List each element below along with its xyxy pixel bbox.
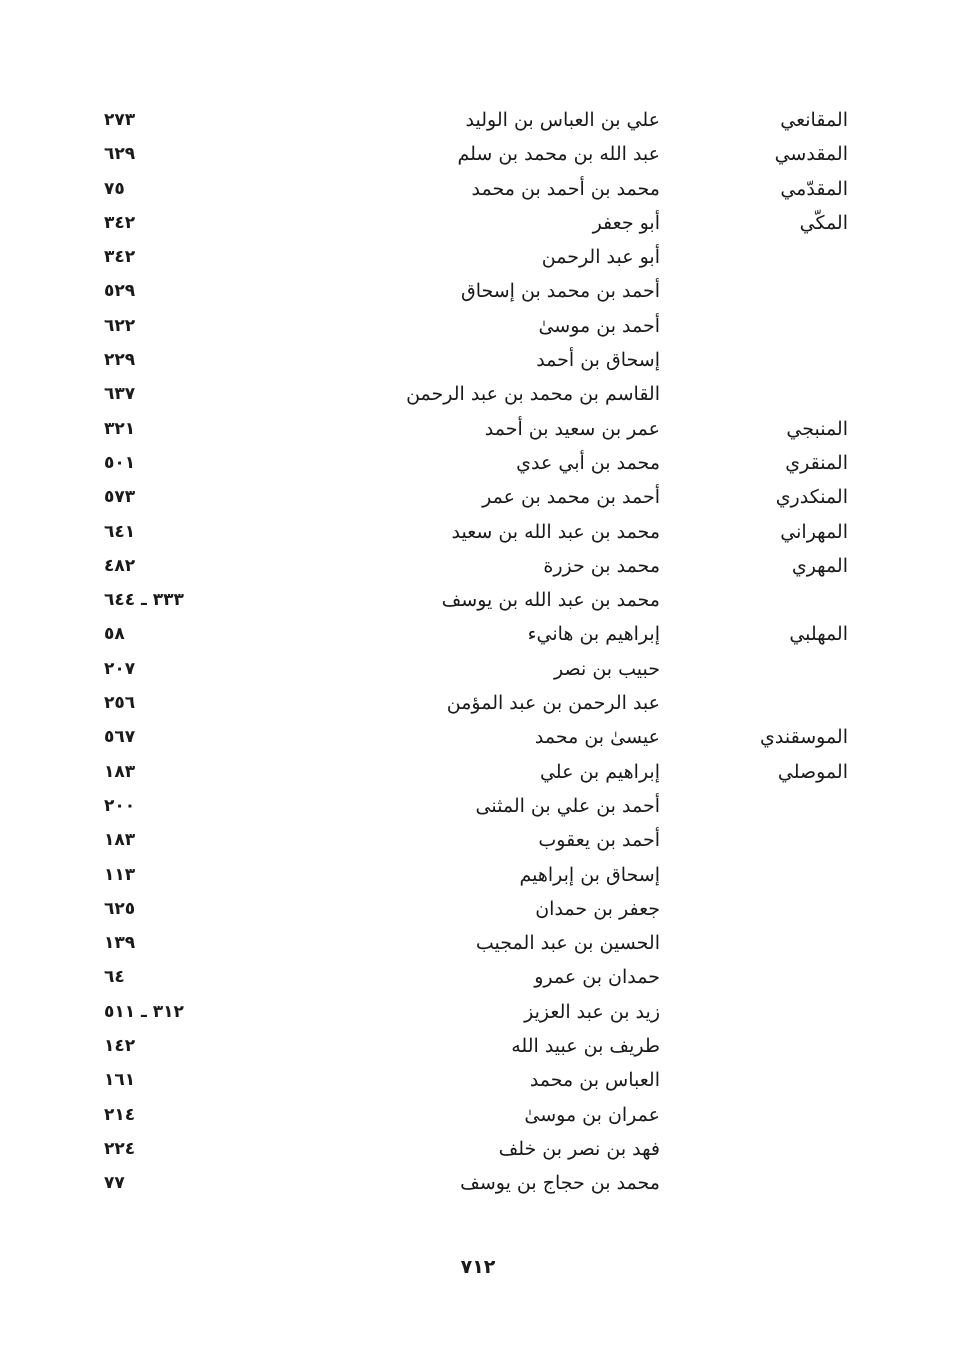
entry-page-refs: ٧٥ xyxy=(104,178,125,199)
entry-page-refs: ٦٢٩ xyxy=(104,144,136,165)
entry-page-refs: ٢١٤ xyxy=(104,1104,136,1125)
entry-page-refs: ٦٣٧ xyxy=(104,384,136,405)
entry-nisba: المقانعي xyxy=(780,109,848,131)
index-entry xyxy=(0,206,956,240)
entry-name: حبيب بن نصر xyxy=(554,657,660,680)
entry-name: أبو جعفر xyxy=(592,211,660,234)
index-entry xyxy=(0,1063,956,1097)
entry-name: إسحاق بن أحمد xyxy=(536,349,660,372)
entry-name: القاسم بن محمد بن عبد الرحمن xyxy=(406,383,660,406)
entry-nisba: الموسقندي xyxy=(760,726,848,749)
entry-page-refs: ١١٣ xyxy=(104,864,136,885)
index-entry xyxy=(0,343,956,377)
entry-name: علي بن العباس بن الوليد xyxy=(465,109,660,131)
entry-name: أحمد بن موسىٰ xyxy=(538,314,660,337)
index-entry xyxy=(0,617,956,651)
entry-nisba: المهراني xyxy=(780,520,848,543)
entry-page-refs: ٢٠٠ xyxy=(104,795,136,816)
entry-name: إبراهيم بن علي xyxy=(539,760,660,783)
entry-nisba: المقدسي xyxy=(774,143,848,166)
entry-nisba: المنقري xyxy=(785,451,848,474)
page-number: ٧١٢ xyxy=(460,1256,496,1278)
entry-name: محمد بن حجاج بن يوسف xyxy=(460,1172,660,1195)
index-entry xyxy=(0,172,956,206)
index-entry xyxy=(0,1132,956,1166)
index-entry xyxy=(0,1166,956,1200)
index-entry-list xyxy=(0,103,956,1201)
index-entry xyxy=(0,515,956,549)
entry-name: عبد الرحمن بن عبد المؤمن xyxy=(446,692,660,715)
entry-page-refs: ١٨٣ xyxy=(104,761,136,782)
entry-page-refs: ٣٤٢ xyxy=(104,212,136,233)
index-entry xyxy=(0,720,956,754)
index-entry xyxy=(0,1098,956,1132)
entry-name: محمد بن عبد الله بن يوسف xyxy=(441,589,660,612)
index-entry xyxy=(0,823,956,857)
entry-page-refs: ١٦١ xyxy=(104,1070,136,1091)
entry-name: أحمد بن محمد بن عمر xyxy=(482,486,660,509)
entry-page-refs: ٥٨ xyxy=(104,624,125,645)
index-entry xyxy=(0,960,956,994)
entry-nisba: المهري xyxy=(791,554,848,577)
index-entry xyxy=(0,926,956,960)
entry-nisba: المهلبي xyxy=(789,623,848,646)
entry-page-refs: ٣٤٢ xyxy=(104,247,136,268)
entry-name: أحمد بن علي بن المثنى xyxy=(475,794,660,817)
entry-page-refs: ١٣٩ xyxy=(104,933,136,954)
entry-page-refs: ٣١٢ ـ ٥١١ xyxy=(104,1001,184,1022)
entry-page-refs: ٢٠٧ xyxy=(104,658,136,679)
index-entry xyxy=(0,274,956,308)
index-entry xyxy=(0,240,956,274)
entry-name: محمد بن حزرة xyxy=(543,554,660,577)
entry-name: محمد بن أبي عدي xyxy=(516,451,660,474)
entry-nisba: المكّي xyxy=(799,211,848,234)
entry-page-refs: ٣٣٣ ـ ٦٤٤ xyxy=(104,590,184,611)
index-entry xyxy=(0,858,956,892)
index-entry xyxy=(0,1029,956,1063)
entry-nisba: المنبجي xyxy=(786,417,848,440)
entry-name: محمد بن عبد الله بن سعيد xyxy=(451,520,660,543)
index-entry xyxy=(0,583,956,617)
entry-page-refs: ٧٧ xyxy=(104,1173,125,1194)
entry-name: فهد بن نصر بن خلف xyxy=(498,1137,660,1160)
index-entry xyxy=(0,137,956,171)
entry-name: إسحاق بن إبراهيم xyxy=(519,863,660,886)
entry-name: عمر بن سعيد بن أحمد xyxy=(484,417,660,440)
entry-name: عبد الله بن محمد بن سلم xyxy=(457,143,660,166)
index-entry xyxy=(0,652,956,686)
index-entry xyxy=(0,995,956,1029)
index-entry xyxy=(0,412,956,446)
entry-page-refs: ٥٢٩ xyxy=(104,281,136,302)
entry-name: طريف بن عبيد الله xyxy=(511,1035,660,1058)
entry-page-refs: ١٤٢ xyxy=(104,1036,136,1057)
entry-page-refs: ٦٤١ xyxy=(104,521,136,542)
entry-name: محمد بن أحمد بن محمد xyxy=(471,177,660,200)
entry-nisba: المنكدري xyxy=(775,486,848,509)
entry-page-refs: ٢٢٤ xyxy=(104,1138,136,1159)
entry-name: أحمد بن محمد بن إسحاق xyxy=(460,280,660,303)
entry-page-refs: ٢٢٩ xyxy=(104,350,136,371)
entry-name: أبو عبد الرحمن xyxy=(541,246,660,269)
entry-page-refs: ١٨٣ xyxy=(104,830,136,851)
entry-page-refs: ٦٢٥ xyxy=(104,898,136,919)
index-entry xyxy=(0,789,956,823)
entry-page-refs: ٣٢١ xyxy=(104,418,136,439)
index-entry xyxy=(0,686,956,720)
entry-name: إبراهيم بن هانيء xyxy=(527,623,660,646)
entry-name: حمدان بن عمرو xyxy=(534,966,660,989)
index-entry xyxy=(0,446,956,480)
entry-page-refs: ٢٥٦ xyxy=(104,693,136,714)
entry-name: جعفر بن حمدان xyxy=(535,897,660,920)
entry-nisba: المقدّمي xyxy=(780,177,848,200)
entry-page-refs: ٥٧٣ xyxy=(104,487,136,508)
index-entry xyxy=(0,377,956,411)
index-entry xyxy=(0,103,956,137)
entry-page-refs: ٦٢٢ xyxy=(104,315,136,336)
entry-page-refs: ٥٦٧ xyxy=(104,727,136,748)
entry-page-refs: ٦٤ xyxy=(104,967,125,988)
index-entry xyxy=(0,480,956,514)
entry-page-refs: ٢٧٣ xyxy=(104,110,136,130)
entry-name: أحمد بن يعقوب xyxy=(538,829,660,852)
entry-page-refs: ٥٠١ xyxy=(104,452,136,473)
entry-page-refs: ٤٨٢ xyxy=(104,555,136,576)
entry-name: زيد بن عبد العزيز xyxy=(524,1000,660,1023)
entry-name: العباس بن محمد xyxy=(529,1069,660,1092)
index-entry xyxy=(0,549,956,583)
entry-name: الحسين بن عبد المجيب xyxy=(475,932,660,955)
index-entry xyxy=(0,755,956,789)
entry-name: عمران بن موسىٰ xyxy=(524,1103,660,1126)
index-entry xyxy=(0,892,956,926)
entry-nisba: الموصلي xyxy=(777,760,848,783)
index-entry xyxy=(0,309,956,343)
entry-name: عيسىٰ بن محمد xyxy=(534,726,660,749)
